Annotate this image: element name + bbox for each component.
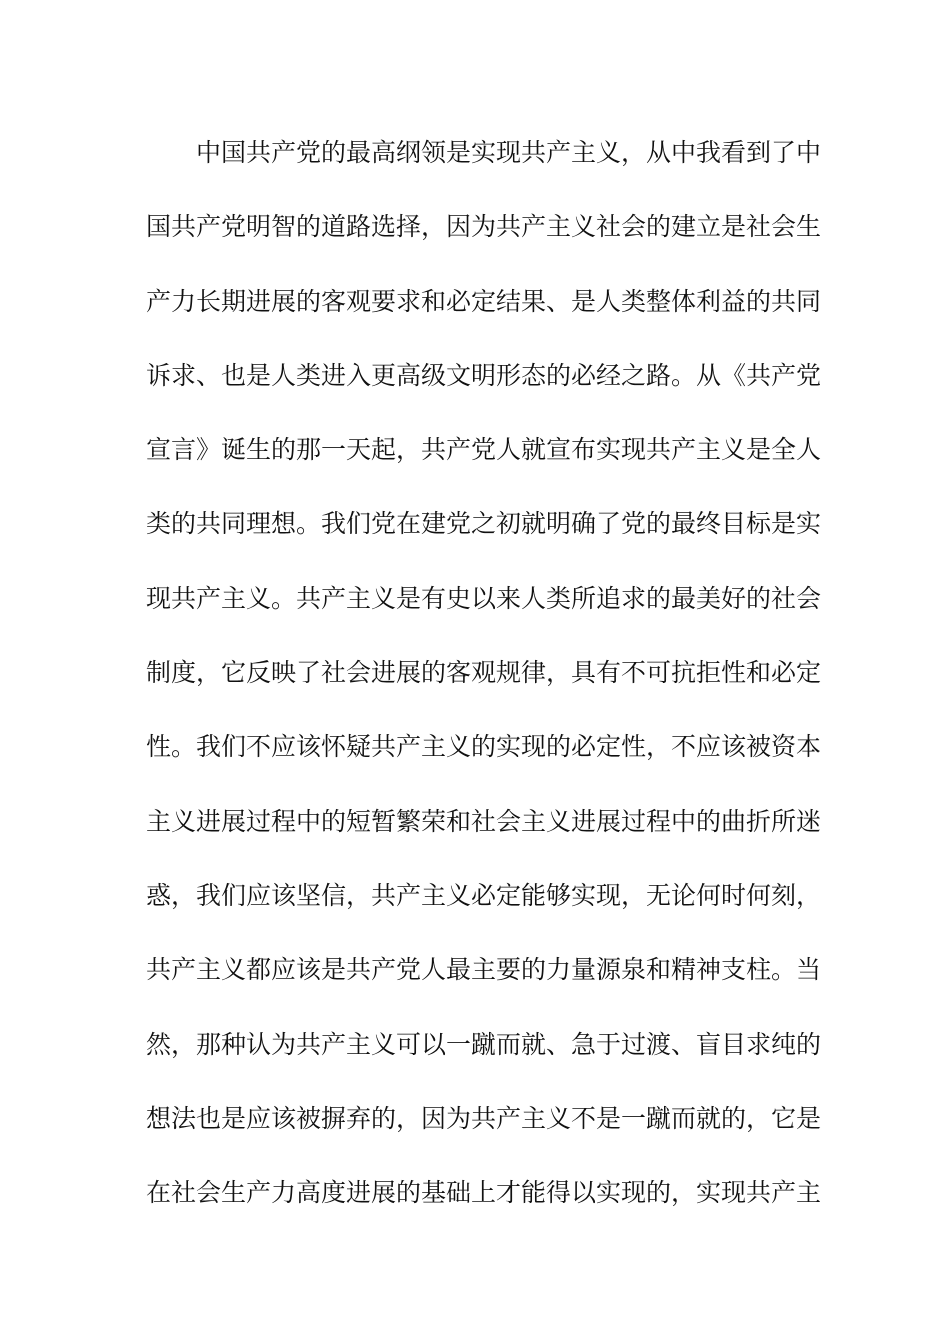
paragraph-line-8: 制度，它反映了社会进展的客观规律，具有不可抗拒性和必定: [146, 658, 822, 688]
paragraph-line-13: 然，那种认为共产主义可以一蹴而就、急于过渡、盲目求纯的: [146, 1029, 822, 1059]
paragraph-line-14: 想法也是应该被摒弃的，因为共产主义不是一蹴而就的，它是: [146, 1103, 822, 1133]
paragraph-line-7: 现共产主义。共产主义是有史以来人类所追求的最美好的社会: [146, 583, 822, 613]
body-paragraph: [146, 128, 822, 1242]
paragraph-line-4: 诉求、也是人类进入更高级文明形态的必经之路。从《共产党: [146, 360, 822, 390]
paragraph-line-1: 中国共产党的最高纲领是实现共产主义，从中我看到了中: [196, 138, 822, 167]
paragraph-line-2: 国共产党明智的道路选择，因为共产主义社会的建立是社会生: [146, 212, 822, 242]
paragraph-line-12: 共产主义都应该是共产党人最主要的力量源泉和精神支柱。当: [146, 955, 822, 985]
paragraph-line-10: 主义进展过程中的短暂繁荣和社会主义进展过程中的曲折所迷: [146, 806, 822, 836]
paragraph-line-11: 惑，我们应该坚信，共产主义必定能够实现，无论何时何刻，: [146, 880, 822, 910]
paragraph-line-5: 宣言》诞生的那一天起，共产党人就宣布实现共产主义是全人: [146, 435, 822, 465]
paragraph-line-6: 类的共同理想。我们党在建党之初就明确了党的最终目标是实: [146, 509, 822, 539]
paragraph-line-15: 在社会生产力高度进展的基础上才能得以实现的，实现共产主: [146, 1178, 822, 1208]
paragraph-line-3: 产力长期进展的客观要求和必定结果、是人类整体利益的共同: [146, 286, 822, 316]
paragraph-line-9: 性。我们不应该怀疑共产主义的实现的必定性，不应该被资本: [146, 732, 822, 762]
